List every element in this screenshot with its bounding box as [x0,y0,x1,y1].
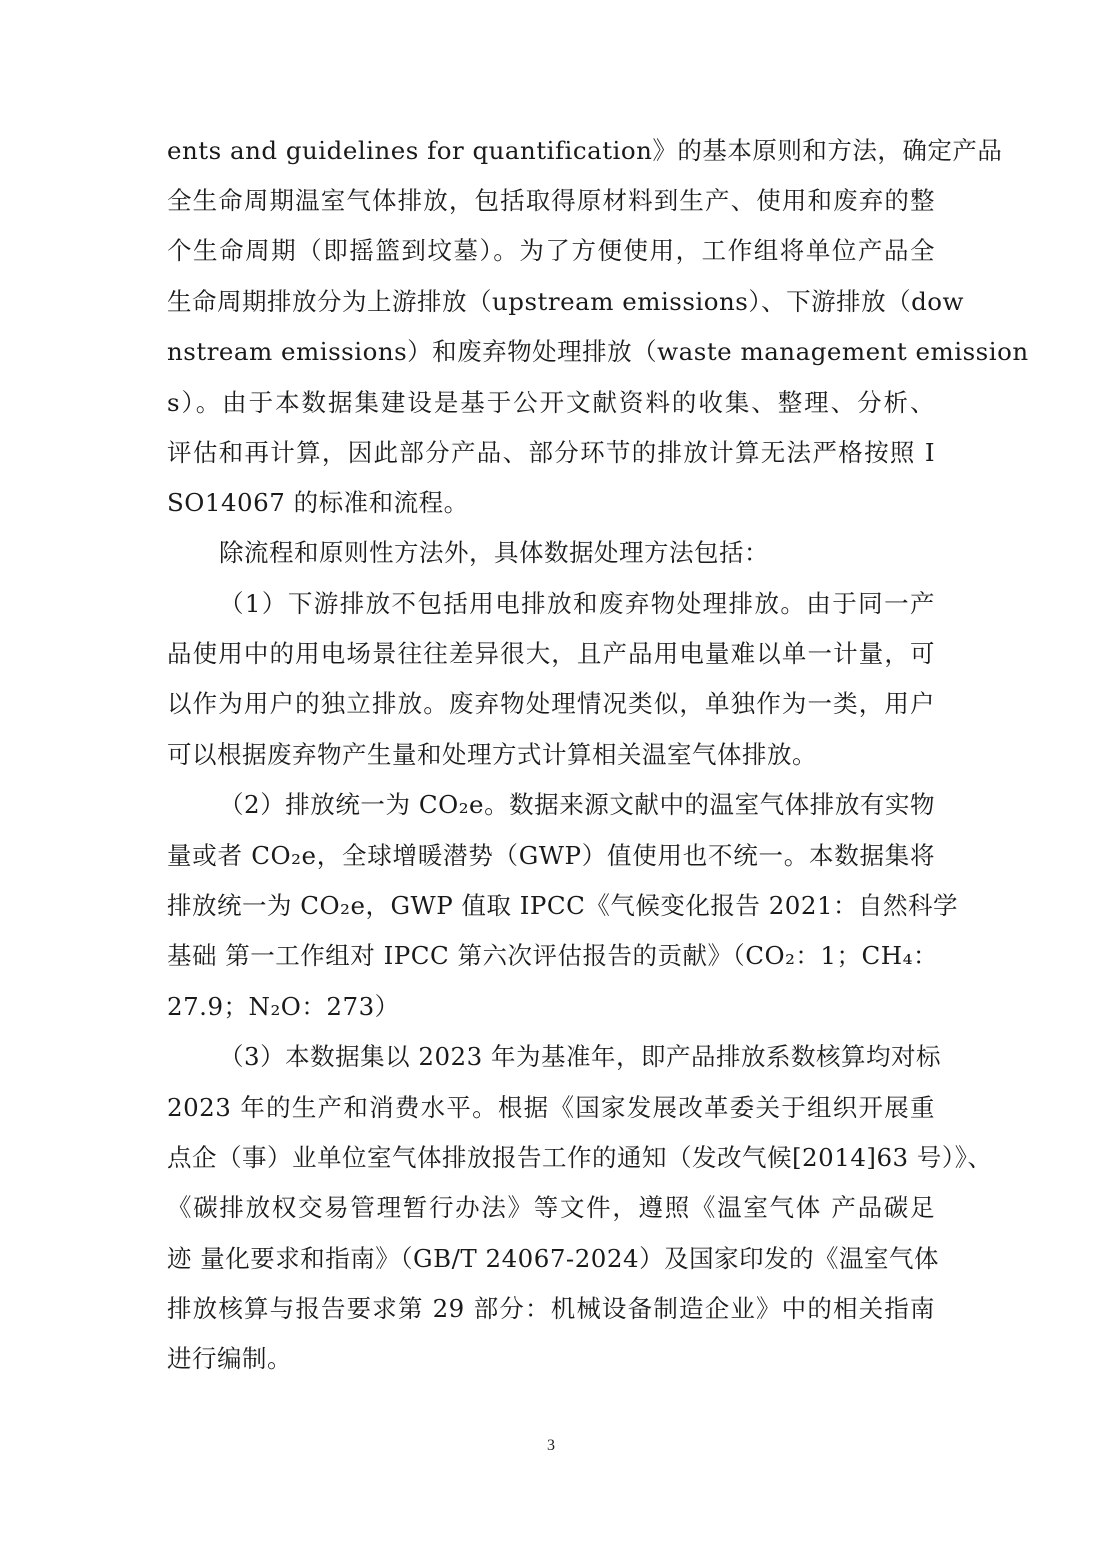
text-line: （3）本数据集以 2023 年为基准年，即产品排放系数核算均对标 [219,1042,942,1071]
page-number: 3 [547,1437,555,1454]
text-line: 品使用中的用电场景往往差异很大，且产品用电量难以单一计量，可 [167,639,935,668]
text-line: 以作为用户的独立排放。废弃物处理情况类似，单独作为一类，用户 [167,689,935,718]
text-line: 生命周期排放分为上游排放（upstream emissions）、下游排放（dow [167,287,965,316]
text-line: 个生命周期（即摇篮到坟墓）。为了方便使用，工作组将单位产品全 [167,236,935,265]
text-line: 基础 第一工作组对 IPCC 第六次评估报告的贡献》（CO₂：1；CH₄： [167,941,938,970]
text-line: SO14067 的标准和流程。 [167,488,469,517]
text-line: 可以根据废弃物产生量和处理方式计算相关温室气体排放。 [167,740,817,769]
text-line: 进行编制。 [167,1344,292,1373]
text-line: 排放统一为 CO₂e，GWP 值取 IPCC《气候变化报告 2021：自然科学 [167,891,959,920]
text-line: nstream emissions）和废弃物处理排放（waste management emission [167,337,1029,366]
text-line: 评估和再计算，因此部分产品、部分环节的排放计算无法严格按照 I [167,438,935,467]
text-line: 点企（事）业单位室气体排放报告工作的通知（发改气候[2014]63 号）》、 [167,1143,993,1172]
text-line: 27.9；N₂O：273） [167,992,400,1021]
text-line: 迹 量化要求和指南》（GB/T 24067-2024）及国家印发的《温室气体 [167,1244,940,1273]
text-line: ents and guidelines for quantification》的基本原则和方法，确定产品 [167,136,1003,165]
text-line: （1）下游排放不包括用电排放和废弃物处理排放。由于同一产 [219,589,935,618]
text-line: 量或者 CO₂e，全球增暖潜势（GWP）值使用也不统一。本数据集将 [167,841,935,870]
text-line: 2023 年的生产和消费水平。根据《国家发展改革委关于组织开展重 [167,1093,935,1122]
text-line: 《碳排放权交易管理暂行办法》等文件，遵照《温室气体 产品碳足 [167,1193,935,1222]
paragraph-intro: 除流程和原则性方法外，具体数据处理方法包括： [219,538,769,567]
text-line: s）。由于本数据集建设是基于公开文献资料的收集、整理、分析、 [167,388,935,417]
text-line: 全生命周期温室气体排放，包括取得原材料到生产、使用和废弃的整 [167,186,935,215]
text-line: （2）排放统一为 CO₂e。数据来源文献中的温室气体排放有实物 [219,790,935,819]
text-line: 排放核算与报告要求第 29 部分：机械设备制造企业》中的相关指南 [167,1294,935,1323]
